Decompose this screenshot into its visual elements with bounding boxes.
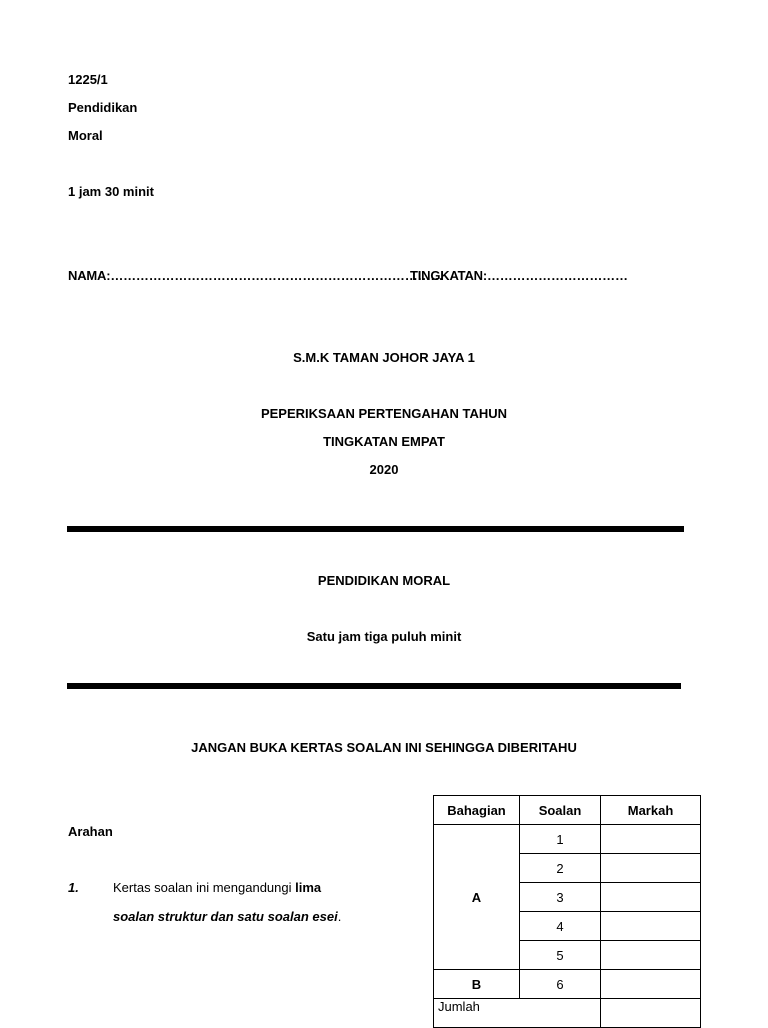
mark-cell[interactable]: [601, 883, 701, 912]
paper-code: 1225/1: [68, 72, 108, 87]
paper-duration: Satu jam tiga puluh minit: [306, 629, 462, 644]
warning-notice: JANGAN BUKA KERTAS SOALAN INI SEHINGGA DIBERITAHU: [191, 740, 577, 755]
question-cell: 2: [520, 854, 601, 883]
question-cell: 4: [520, 912, 601, 941]
instruction-text-line1: [113, 880, 321, 895]
exam-form: TINGKATAN EMPAT: [323, 434, 445, 449]
subject-line-2: Moral: [68, 128, 103, 143]
mark-cell[interactable]: [601, 970, 701, 999]
table-row: [434, 825, 701, 854]
header-markah: Markah: [601, 796, 701, 825]
table-row-total: [434, 999, 701, 1028]
exam-title: PEPERIKSAAN PERTENGAHAN TAHUN: [260, 406, 508, 421]
section-a-cell: A: [434, 825, 520, 970]
subject-line-1: Pendidikan: [68, 100, 138, 115]
table-header-row: [434, 796, 701, 825]
mark-cell[interactable]: [601, 854, 701, 883]
instruction-text-line2: [113, 909, 341, 924]
name-field: NAMA:……………………………………………………………………: [68, 268, 444, 283]
table-row: [434, 970, 701, 999]
header-bahagian: Bahagian: [434, 796, 520, 825]
mark-cell[interactable]: [601, 825, 701, 854]
top-divider: [67, 526, 684, 532]
marks-table: [433, 795, 701, 1028]
header-soalan: Soalan: [520, 796, 601, 825]
total-label: Jumlah: [434, 999, 601, 1028]
question-cell: 3: [520, 883, 601, 912]
instructions-heading: Arahan: [68, 824, 113, 839]
mark-cell[interactable]: [601, 941, 701, 970]
paper-subject: PENDIDIKAN MORAL: [317, 573, 451, 588]
question-cell: 6: [520, 970, 601, 999]
instruction-bold-word: lima: [295, 880, 322, 895]
total-mark-cell[interactable]: [601, 999, 701, 1028]
school-name: S.M.K TAMAN JOHOR JAYA 1: [293, 350, 475, 365]
bottom-divider: [67, 683, 681, 689]
question-cell: 1: [520, 825, 601, 854]
class-field: TINGKATAN:……………………………: [410, 268, 628, 283]
instruction-bold-phrase: soalan struktur dan satu soalan esei: [113, 909, 338, 924]
instruction-text-start: Kertas soalan ini mengandungi: [113, 880, 296, 895]
question-cell: 5: [520, 941, 601, 970]
exam-year: 2020: [369, 462, 399, 477]
mark-cell[interactable]: [601, 912, 701, 941]
instruction-period: .: [337, 909, 342, 924]
instruction-number: 1.: [68, 880, 79, 895]
duration: 1 jam 30 minit: [68, 184, 154, 199]
section-b-cell: B: [434, 970, 520, 999]
